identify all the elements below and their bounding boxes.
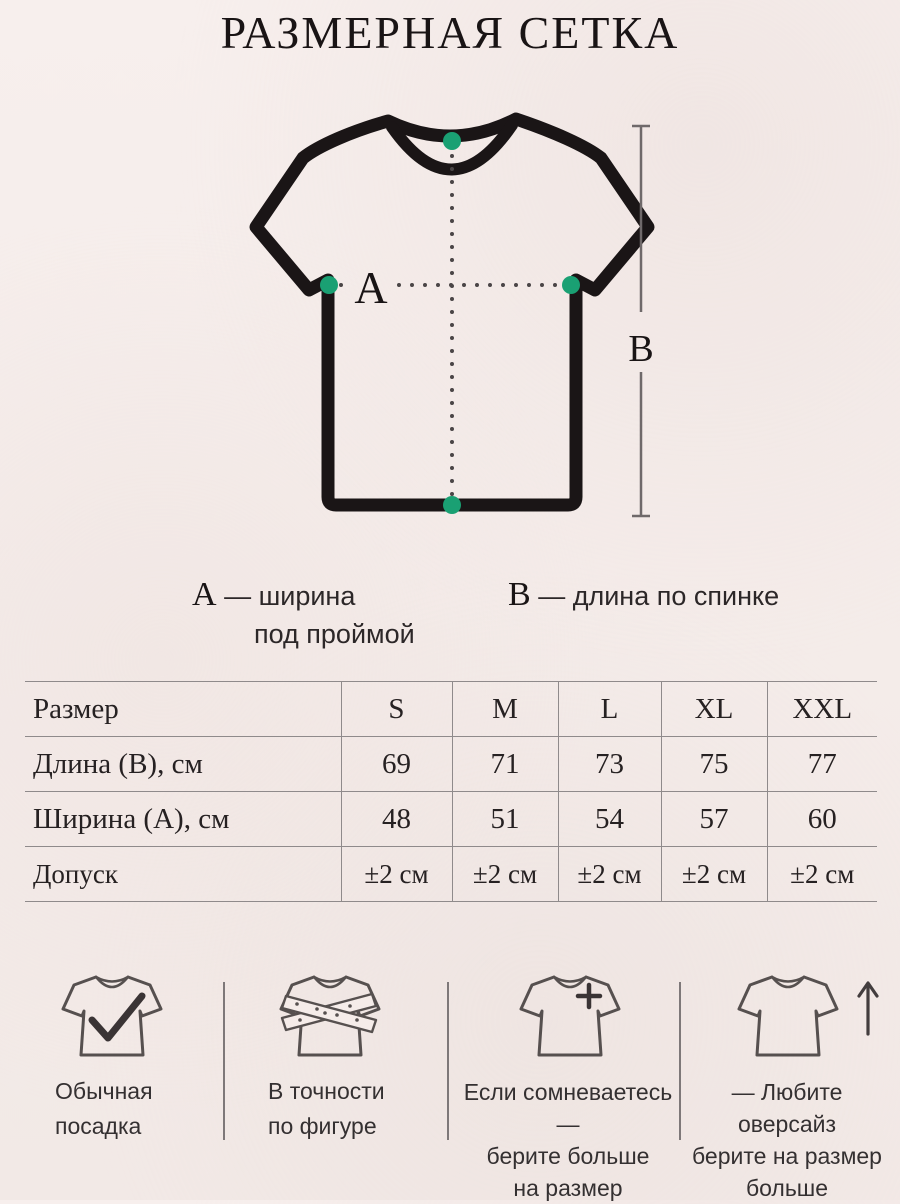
tip-line: на размер [513,1175,623,1201]
width-value: 57 [661,792,767,847]
up-arrow [859,983,877,1034]
tolerance-value: ±2 см [341,847,452,902]
length-value: 73 [558,737,661,792]
size-col-xxl: XXL [767,682,877,737]
legend-a-text: — ширина [224,581,356,611]
tip-size-up-if-unsure [458,1076,678,1204]
size-col-l: L [558,682,661,737]
page-title: РАЗМЕРНАЯ СЕТКА [220,7,680,58]
length-row [25,737,877,792]
tolerance-value: ±2 см [558,847,661,902]
width-row [25,792,877,847]
tips-divider [223,982,225,1140]
tolerance-value: ±2 см [767,847,877,902]
tip-regular-fit [55,1074,153,1144]
check-mark [92,996,142,1038]
size-col-xl: XL [661,682,767,737]
length-row-label: Длина (B), см [33,747,203,780]
size-table-header-row [25,682,877,737]
width-value: 54 [558,792,661,847]
tshirt-tape-icon [270,968,390,1068]
tip-line: Если сомневаетесь — [463,1079,673,1137]
tip-line: посадка [55,1113,142,1139]
tip-line: по фигуре [268,1113,377,1139]
width-row-label: Ширина (A), см [33,802,230,835]
tips-divider [447,982,449,1140]
width-value: 51 [452,792,558,847]
measure-point-neck [443,132,461,150]
measure-point-left-armpit [320,276,338,294]
size-col-m: M [452,682,558,737]
tshirt-plus-icon [510,968,630,1068]
size-col-s: S [341,682,452,737]
legend-width [192,576,415,650]
length-value: 71 [452,737,558,792]
length-value: 77 [767,737,877,792]
tolerance-row-label: Допуск [33,858,118,889]
tip-line: больше [745,1175,829,1201]
tip-line: берите на размер [692,1143,882,1169]
tip-true-to-size [268,1074,385,1144]
tolerance-value: ±2 см [661,847,767,902]
tolerance-row [25,847,877,902]
width-value: 60 [767,792,877,847]
tip-oversize [684,1076,890,1204]
tip-line: Обычная [55,1078,153,1104]
diagram-label-b: B [628,328,654,370]
tshirt-oversize-arrow-icon [728,968,880,1068]
size-table-header-label: Размер [33,692,119,725]
legend-a-letter: A [192,576,217,613]
plus-sign [578,985,600,1007]
length-value: 75 [661,737,767,792]
legend-b-letter: B [508,576,531,613]
size-table [25,681,877,902]
tips-divider [679,982,681,1140]
length-measure-line [632,126,650,516]
tip-line: берите больше [486,1143,650,1169]
tshirt-check-icon [52,968,172,1068]
measuring-tape [282,994,376,1032]
measure-point-hem [443,496,461,514]
measure-point-right-armpit [562,276,580,294]
legend-b-text: — длина по спинке [538,581,780,611]
legend-a-text2: под проймой [254,619,415,649]
tip-line: — Любите оверсайз [731,1079,843,1137]
diagram-label-a: A [354,262,388,313]
length-value: 69 [341,737,452,792]
tip-line: В точности [268,1078,385,1104]
width-value: 48 [341,792,452,847]
legend-length [508,576,779,614]
tolerance-value: ±2 см [452,847,558,902]
